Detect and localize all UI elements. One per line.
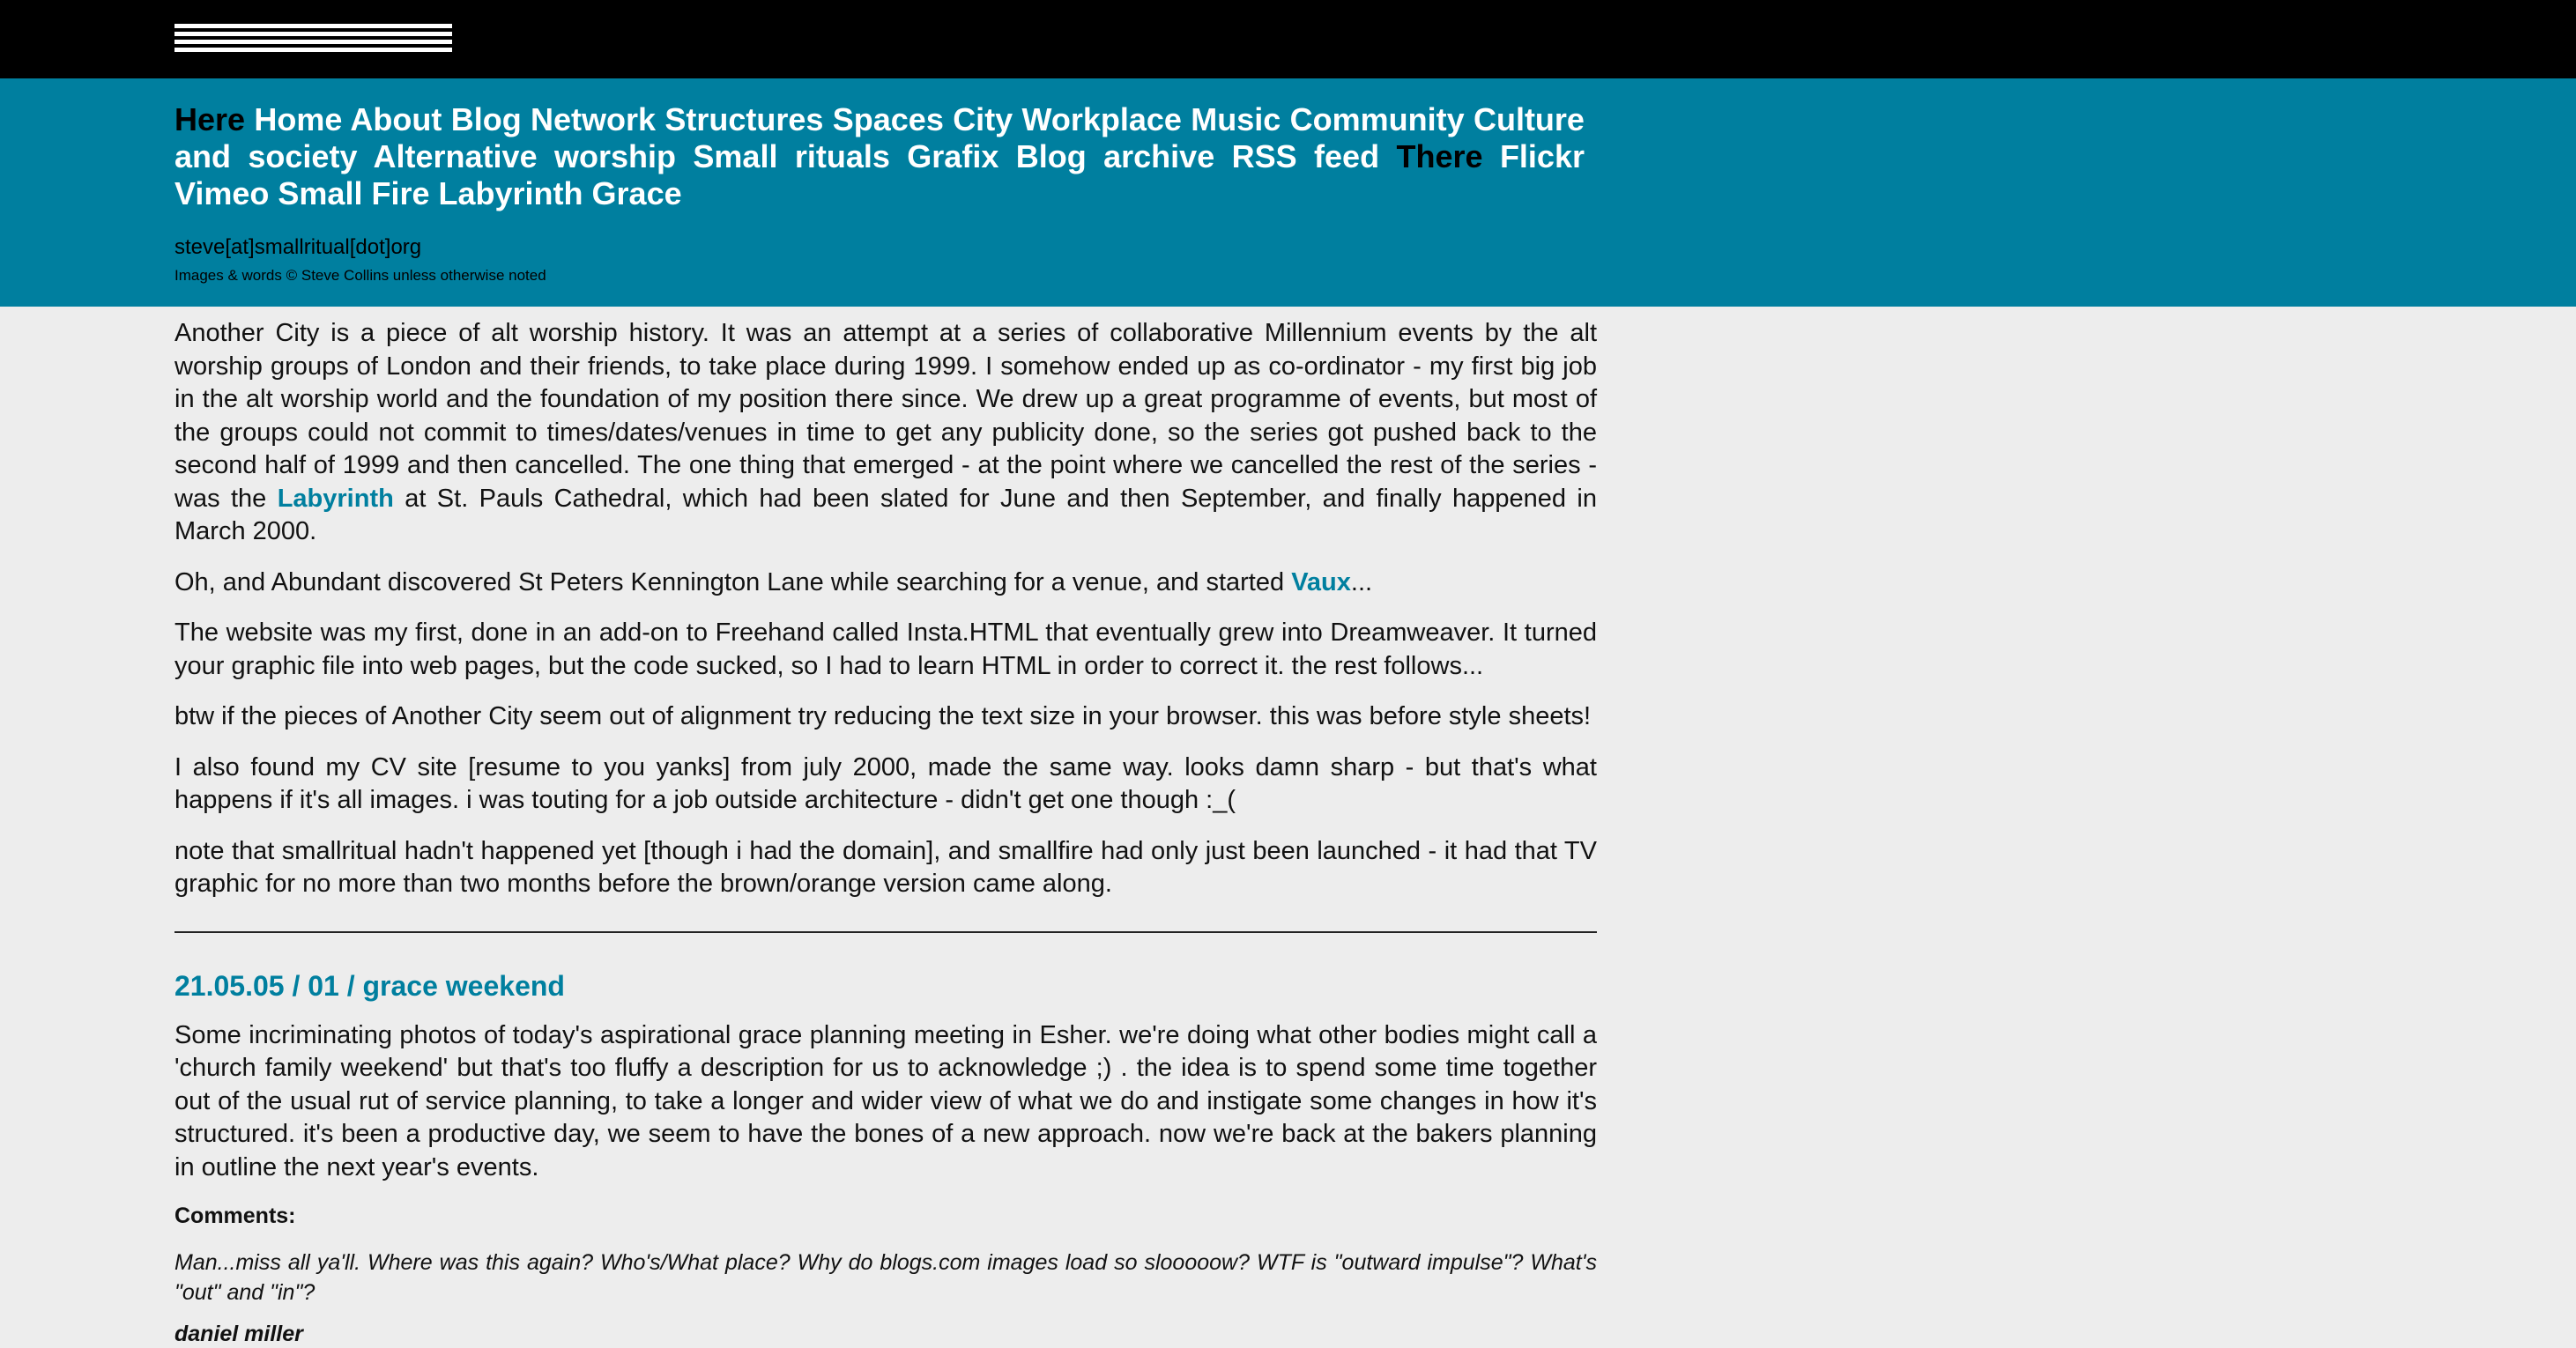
nav-link-labyrinth[interactable]: Labyrinth	[438, 175, 583, 211]
article-paragraph: I also found my CV site [resume to you yanks] from july 2000, made the same way. looks damn sharp - but that's what happens if it's all images. i was touting for a job outside architecture - didn't get one though :_(	[174, 752, 1597, 814]
text-span: Another City is a piece of alt worship history. It was an attempt at a series of collaborative Millennium events by the alt worship groups of London and their friends, to take place during 1999. I somehow ended up as co-ordinator - my first big job in the alt worship world and the foundation of my position there since. We drew up a great programme of events, but most of the groups could not commit to times/dates/venues in time to get any publicity done, so the series got pushed back to the second half of 1999 and then cancelled. The one thing that emerged - at the point where we cancelled the rest of the series - was the	[174, 319, 1597, 513]
comment-author: daniel miller	[174, 1322, 303, 1346]
vaux-link[interactable]: Vaux	[1291, 567, 1351, 596]
nav-link-structures[interactable]: Structures	[664, 101, 824, 137]
text-span: at St. Pauls Cathedral, which had been slated for June and then September, and finally happened in March 2000.	[174, 484, 1597, 545]
copyright-notice: Images & words © Steve Collins unless otherwise noted	[174, 267, 546, 284]
nav-heading-here: Here	[174, 101, 246, 137]
nav-link-community[interactable]: Community	[1289, 101, 1465, 137]
nav-link-network[interactable]: Network	[531, 101, 657, 137]
contact-email: steve[at]smallritual[dot]org	[174, 235, 422, 259]
nav-link-small-fire[interactable]: Small Fire	[278, 175, 430, 211]
article-paragraph: btw if the pieces of Another City seem out of alignment try reducing the text size in your browser. this was before style sheets!	[174, 702, 1592, 730]
nav-heading-there: There	[1396, 138, 1483, 174]
article-paragraph: The website was my first, done in an add-on to Freehand called Insta.HTML that eventually grew into Dreamweaver. It turned your graphic file into web pages, but the code sucked, so I had to learn HTML in order to correct it. the rest follows...	[174, 618, 1597, 680]
text-span: ...	[1350, 567, 1373, 596]
top-bar	[0, 0, 2576, 78]
article-paragraph: note that smallritual hadn't happened yet [though i had the domain], and smallfire had only just been launched - it had that TV graphic for no more than two months before the brown/orange version came along.	[174, 836, 1597, 898]
post-title[interactable]: 21.05.05 / 01 / grace weekend	[174, 969, 565, 1002]
main-content	[174, 317, 1597, 1348]
nav-link-grafix[interactable]: Grafix	[907, 138, 999, 174]
main-nav	[174, 101, 1585, 212]
nav-link-home[interactable]: Home	[254, 101, 343, 137]
nav-link-spaces[interactable]: Spaces	[832, 101, 944, 137]
nav-band	[0, 78, 2576, 307]
text-span: Oh, and Abundant discovered St Peters Kennington Lane while searching for a venue, and started	[174, 567, 1292, 596]
article-paragraph	[174, 317, 1597, 549]
comment-text: Man...miss all ya'll. Where was this again? Who's/What place? Why do blogs.com images load so slooooow? WTF is "outward impulse"? What's "out" and "in"?	[174, 1250, 1597, 1305]
nav-link-workplace[interactable]: Workplace	[1021, 101, 1182, 137]
nav-link-music[interactable]: Music	[1191, 101, 1281, 137]
nav-link-city[interactable]: City	[953, 101, 1013, 137]
labyrinth-link[interactable]: Labyrinth	[277, 484, 394, 513]
nav-link-vimeo[interactable]: Vimeo	[174, 175, 270, 211]
nav-link-about[interactable]: About	[350, 101, 442, 137]
post-body: Some incriminating photos of today's aspirational grace planning meeting in Esher. we're doing what other bodies might call a 'church family weekend' but that's too fluffy a description for us to acknowledge ;) . the idea is to spend some time together out of the usual rut of service planning, to take a longer and wider view of what we do and instigate some changes in how it's structured. it's been a productive day, we seem to have the bones of a new approach. now we're back at the bakers planning in outline the next year's events.	[174, 1020, 1597, 1181]
nav-link-small-rituals[interactable]: Small rituals	[693, 138, 890, 174]
nav-link-grace[interactable]: Grace	[591, 175, 682, 211]
article-paragraph	[174, 567, 1597, 600]
section-divider	[174, 931, 1597, 933]
nav-link-culture-and-society[interactable]: Culture and society	[174, 101, 1585, 174]
nav-link-blog[interactable]: Blog	[450, 101, 522, 137]
nav-link-blog-archive[interactable]: Blog archive	[1015, 138, 1215, 174]
striped-logo-icon[interactable]	[174, 24, 452, 53]
nav-link-rss-feed[interactable]: RSS feed	[1231, 138, 1380, 174]
nav-link-alternative-worship[interactable]: Alternative worship	[373, 138, 676, 174]
comments-label: Comments:	[174, 1204, 296, 1228]
nav-link-flickr[interactable]: Flickr	[1499, 138, 1585, 174]
